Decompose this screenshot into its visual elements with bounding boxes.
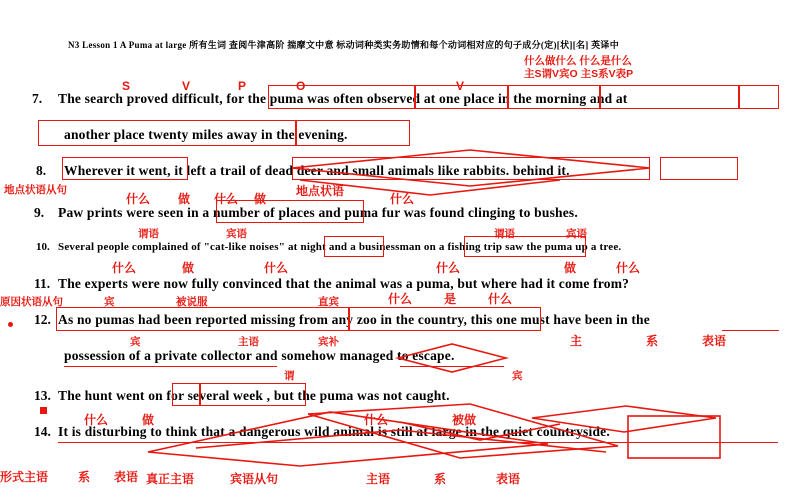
- sentence-12-number: 12.: [34, 312, 51, 327]
- label-s8-do2: 做: [254, 192, 267, 206]
- sentence-9-number: 9.: [34, 205, 45, 220]
- marker-S: S: [122, 79, 131, 93]
- label-s8-what1: 什么: [126, 192, 151, 206]
- label-s13-what2: 什么: [364, 413, 389, 427]
- marker-P: P: [238, 79, 247, 93]
- sentence-10-number: 10.: [36, 241, 50, 253]
- label-s11-what1: 什么: [388, 292, 413, 306]
- label-s12-obj: 宾: [130, 336, 141, 348]
- marker-V: V: [182, 79, 191, 93]
- sentence-10-text: Several people complained of "cat-like noises" at night and a businessman on a fishing trip saw the puma up a tree.: [58, 241, 622, 253]
- label-s10-what2: 什么: [264, 261, 289, 275]
- marker-O: O: [296, 79, 306, 93]
- sentence-8-text: Wherever it went, it left a trail of dead deer and small animals like rabbits. behind it.: [64, 163, 570, 178]
- header-note-line2: 主S谓V宾O 主S系V表P: [524, 68, 634, 80]
- sentence-14-text: It is disturbing to think that a dangerous wild animal is still at large in the quiet countryside.: [58, 424, 610, 439]
- sentence-11-text: The experts were now fully convinced that the animal was a puma, but where had it come from?: [58, 276, 630, 291]
- sentence-11-number: 11.: [34, 276, 51, 291]
- sentence-7-number: 7.: [32, 91, 43, 106]
- label-s14-formal-subject: 形式主语: [0, 470, 49, 484]
- sentence-7-line-a: The search proved difficult, for the puma was often observed at one place in the morning and at: [58, 91, 628, 106]
- label-s13-do: 做: [142, 413, 155, 427]
- label-s9-obj1: 宾语: [226, 228, 247, 240]
- label-s14-link2: 系: [434, 472, 447, 486]
- label-s10-what3: 什么: [436, 261, 461, 275]
- label-s8-place-adv: 地点状语: [296, 184, 345, 198]
- sentence-14-number: 14.: [34, 424, 51, 439]
- label-s11-what2: 什么: [488, 292, 513, 306]
- label-s13-what1: 什么: [84, 413, 109, 427]
- label-s9-pred2: 谓语: [494, 228, 515, 240]
- label-s10-do1: 做: [182, 261, 195, 275]
- label-s8-what2: 什么: [214, 192, 239, 206]
- sentence-9-text: Paw prints were seen in a number of places and puma fur was found clinging to bushes.: [58, 205, 578, 220]
- label-s8-what3: 什么: [390, 192, 415, 206]
- label-s14-predicative: 表语: [114, 470, 139, 484]
- sentence-7-line-b: another place twenty miles away in the evening.: [64, 127, 348, 142]
- box-s8-behind-it: [660, 157, 738, 180]
- label-s14-link: 系: [78, 470, 91, 484]
- label-s12-obj2: 宾: [512, 370, 523, 382]
- sentence-13-number: 13.: [34, 388, 51, 403]
- label-s10-do2: 做: [564, 261, 577, 275]
- label-s11-is: 是: [444, 292, 457, 306]
- underline-s12-in-the: [722, 330, 779, 331]
- label-s9-obj2: 宾语: [566, 228, 587, 240]
- label-s12-link: 系: [646, 334, 659, 348]
- label-s11-direct-obj: 直宾: [318, 296, 339, 308]
- label-s12-obj-comp: 宾补: [318, 336, 339, 348]
- sentence-12-line-a: As no pumas had been reported missing from any zoo in the country, this one must have been in the: [58, 312, 650, 327]
- square-bullet-13: [40, 407, 47, 414]
- underline-s14: [58, 442, 778, 443]
- label-s10-what4: 什么: [616, 261, 641, 275]
- underline-s12-possession: [64, 366, 277, 367]
- underline-s12-escape: [400, 366, 504, 367]
- label-s14-object-clause: 宾语从句: [230, 472, 279, 486]
- sentence-13-text: The hunt went on for several week , but the puma was not caught.: [58, 388, 450, 403]
- label-s13-done: 被做: [452, 413, 477, 427]
- label-s11-obj: 宾: [104, 296, 115, 308]
- label-s11-reason-clause: 原因状语从句: [0, 296, 63, 308]
- header-note-line1: 什么做什么 什么是什么: [524, 55, 632, 67]
- label-s8-do1: 做: [178, 192, 191, 206]
- label-s14-predicative2: 表语: [496, 472, 521, 486]
- label-s12-subject: 主语: [238, 336, 259, 348]
- label-s12-main-subject: 主: [570, 334, 583, 348]
- label-s14-real-subject: 真正主语: [146, 472, 195, 486]
- label-s11-persuaded: 被说服: [176, 296, 208, 308]
- bullet-marker-12: [8, 322, 13, 327]
- label-s9-pred1: 谓语: [138, 228, 159, 240]
- label-s14-subject: 主语: [366, 472, 391, 486]
- label-s12-predicative: 表语: [702, 334, 727, 348]
- label-s12-pred: 谓: [284, 370, 295, 382]
- label-s10-what1: 什么: [112, 261, 137, 275]
- label-s8-place-clause: 地点状语从句: [4, 184, 67, 196]
- page-header: N3 Lesson 1 A Puma at large 所有生词 查阅牛津高阶 揣摩文中意 标动词种类实务助情和每个动词相对应的句子成分(定)[状][名] 英译中: [68, 40, 620, 50]
- sentence-8-number: 8.: [36, 163, 47, 178]
- marker-V2: V: [456, 79, 465, 93]
- sentence-12-line-b: possession of a private collector and somehow managed to escape.: [64, 348, 455, 363]
- box-s7-and-at: [739, 85, 779, 109]
